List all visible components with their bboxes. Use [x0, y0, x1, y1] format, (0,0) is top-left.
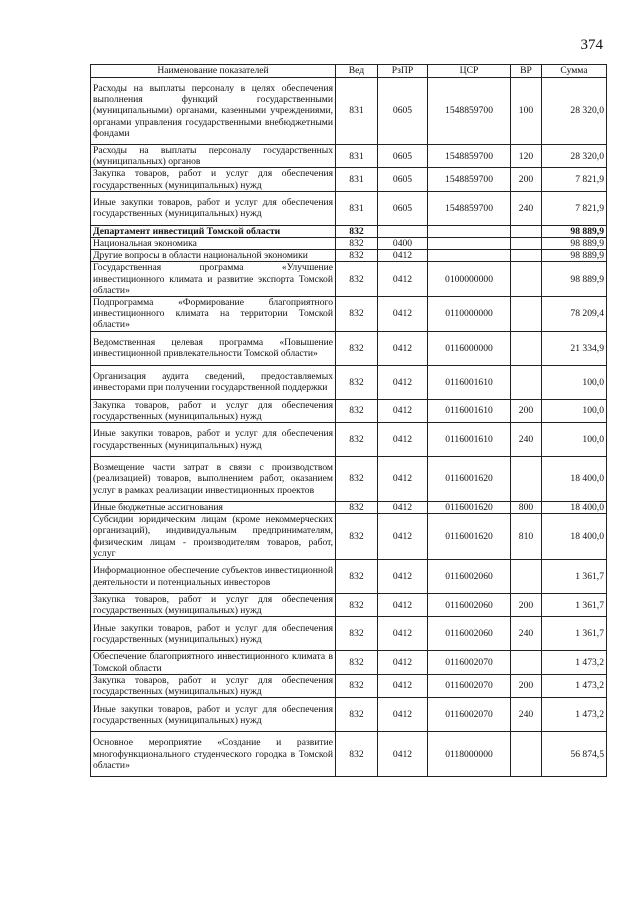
budget-table: [90, 64, 607, 777]
row-name: Организация аудита сведений, предоставляемых инвесторами при получении государственной поддержки: [91, 365, 336, 399]
row-name: Иные закупки товаров, работ и услуг для обеспечения государственных (муниципальных) нужд: [91, 617, 336, 651]
table-row: [91, 399, 607, 422]
row-csr: 1548859700: [428, 191, 511, 225]
row-ved: 832: [336, 514, 378, 560]
row-sum: 100,0: [542, 423, 607, 457]
row-csr: 0116001620: [428, 457, 511, 502]
row-name: Закупка товаров, работ и услуг для обеспечения государственных (муниципальных) нужд: [91, 594, 336, 617]
row-name: Национальная экономика: [91, 238, 336, 250]
table-row: [91, 225, 607, 237]
row-name: Иные закупки товаров, работ и услуг для обеспечения государственных (муниципальных) нужд: [91, 698, 336, 732]
row-rzpr: 0605: [378, 78, 428, 145]
row-vr: 200: [511, 674, 542, 697]
header-vr: ВР: [511, 65, 542, 78]
row-ved: 831: [336, 145, 378, 168]
table-row: [91, 297, 607, 332]
row-vr: [511, 225, 542, 237]
row-sum: 1 473,2: [542, 698, 607, 732]
table-row: [91, 617, 607, 651]
table-row: [91, 732, 607, 777]
row-csr: 0116001620: [428, 502, 511, 514]
row-ved: 832: [336, 594, 378, 617]
row-rzpr: 0412: [378, 514, 428, 560]
row-ved: 832: [336, 423, 378, 457]
row-csr: 0116002060: [428, 617, 511, 651]
row-vr: 240: [511, 191, 542, 225]
header-name: Наименование показателей: [91, 65, 336, 78]
row-vr: 240: [511, 617, 542, 651]
row-rzpr: 0412: [378, 732, 428, 777]
row-name: Основное мероприятие «Создание и развитие многофункционального студенческого городка в Томской области»: [91, 732, 336, 777]
row-rzpr: 0412: [378, 560, 428, 594]
row-rzpr: [378, 225, 428, 237]
row-vr: [511, 250, 542, 262]
row-vr: 240: [511, 423, 542, 457]
row-sum: 78 209,4: [542, 297, 607, 332]
table-row: [91, 698, 607, 732]
row-csr: 1548859700: [428, 145, 511, 168]
table-row: [91, 78, 607, 145]
row-name: Закупка товаров, работ и услуг для обеспечения государственных (муниципальных) нужд: [91, 168, 336, 191]
row-csr: 1548859700: [428, 78, 511, 145]
row-vr: 200: [511, 168, 542, 191]
table-row: [91, 514, 607, 560]
header-sum: Сумма: [542, 65, 607, 78]
row-name: Иные закупки товаров, работ и услуг для обеспечения государственных (муниципальных) нужд: [91, 191, 336, 225]
row-name: Закупка товаров, работ и услуг для обеспечения государственных (муниципальных) нужд: [91, 399, 336, 422]
row-vr: 800: [511, 502, 542, 514]
table-row: [91, 502, 607, 514]
table-row: [91, 423, 607, 457]
row-sum: 7 821,9: [542, 191, 607, 225]
row-ved: 832: [336, 457, 378, 502]
row-ved: 832: [336, 225, 378, 237]
row-rzpr: 0412: [378, 365, 428, 399]
row-csr: 0118000000: [428, 732, 511, 777]
row-ved: 832: [336, 297, 378, 332]
row-name: Иные закупки товаров, работ и услуг для обеспечения государственных (муниципальных) нужд: [91, 423, 336, 457]
row-csr: 0100000000: [428, 262, 511, 297]
row-ved: 831: [336, 191, 378, 225]
row-rzpr: 0412: [378, 594, 428, 617]
row-ved: 832: [336, 238, 378, 250]
row-sum: 100,0: [542, 399, 607, 422]
row-csr: 0116002070: [428, 698, 511, 732]
row-name: Расходы на выплаты персоналу государственных (муниципальных) органов: [91, 145, 336, 168]
row-rzpr: 0412: [378, 297, 428, 332]
row-rzpr: 0412: [378, 423, 428, 457]
table-row: [91, 238, 607, 250]
row-name: Департамент инвестиций Томской области: [91, 225, 336, 237]
row-csr: [428, 225, 511, 237]
row-name: Ведомственная целевая программа «Повышение инвестиционной привлекательности Томской области»: [91, 331, 336, 365]
table-row: [91, 674, 607, 697]
row-rzpr: 0400: [378, 238, 428, 250]
row-vr: 810: [511, 514, 542, 560]
table-row: [91, 594, 607, 617]
row-sum: 7 821,9: [542, 168, 607, 191]
row-ved: 832: [336, 732, 378, 777]
row-sum: 28 320,0: [542, 78, 607, 145]
row-vr: [511, 365, 542, 399]
row-ved: 832: [336, 262, 378, 297]
row-csr: 0116001620: [428, 514, 511, 560]
row-name: Закупка товаров, работ и услуг для обеспечения государственных (муниципальных) нужд: [91, 674, 336, 697]
row-sum: 1 361,7: [542, 560, 607, 594]
row-ved: 832: [336, 560, 378, 594]
header-csr: ЦСР: [428, 65, 511, 78]
row-vr: [511, 262, 542, 297]
row-sum: 18 400,0: [542, 502, 607, 514]
row-rzpr: 0605: [378, 145, 428, 168]
table-row: [91, 191, 607, 225]
row-vr: [511, 457, 542, 502]
row-vr: [511, 331, 542, 365]
row-name: Субсидии юридическим лицам (кроме некоммерческих организаций), индивидуальным предпринимателям, физическим лицам - производителям товаров, работ, услуг: [91, 514, 336, 560]
row-csr: 0116002070: [428, 674, 511, 697]
table-header-row: [91, 65, 607, 78]
row-csr: 1548859700: [428, 168, 511, 191]
row-name: Государственная программа «Улучшение инвестиционного климата и развитие экспорта Томской области»: [91, 262, 336, 297]
table-row: [91, 145, 607, 168]
row-sum: 100,0: [542, 365, 607, 399]
row-vr: 120: [511, 145, 542, 168]
row-ved: 832: [336, 250, 378, 262]
table-row: [91, 457, 607, 502]
row-rzpr: 0412: [378, 331, 428, 365]
row-name: Подпрограмма «Формирование благоприятного инвестиционного климата на территории Томской области»: [91, 297, 336, 332]
header-ved: Вед: [336, 65, 378, 78]
row-vr: 200: [511, 594, 542, 617]
row-ved: 832: [336, 399, 378, 422]
table-row: [91, 250, 607, 262]
row-csr: [428, 238, 511, 250]
row-rzpr: 0605: [378, 168, 428, 191]
row-vr: 100: [511, 78, 542, 145]
row-rzpr: 0412: [378, 617, 428, 651]
row-ved: 831: [336, 78, 378, 145]
row-name: Иные бюджетные ассигнования: [91, 502, 336, 514]
row-sum: 18 400,0: [542, 457, 607, 502]
row-csr: 0116002070: [428, 651, 511, 674]
row-rzpr: 0412: [378, 502, 428, 514]
row-rzpr: 0412: [378, 399, 428, 422]
row-sum: 18 400,0: [542, 514, 607, 560]
row-ved: 832: [336, 674, 378, 697]
table-row: [91, 365, 607, 399]
row-sum: 98 889,9: [542, 238, 607, 250]
row-name: Другие вопросы в области национальной экономики: [91, 250, 336, 262]
row-name: Обеспечение благоприятного инвестиционного климата в Томской области: [91, 651, 336, 674]
row-sum: 1 473,2: [542, 674, 607, 697]
header-rzpr: РзПР: [378, 65, 428, 78]
row-rzpr: 0412: [378, 651, 428, 674]
row-rzpr: 0605: [378, 191, 428, 225]
row-sum: 21 334,9: [542, 331, 607, 365]
row-vr: [511, 238, 542, 250]
row-sum: 56 874,5: [542, 732, 607, 777]
row-rzpr: 0412: [378, 262, 428, 297]
table-row: [91, 168, 607, 191]
row-ved: 832: [336, 331, 378, 365]
row-sum: 28 320,0: [542, 145, 607, 168]
row-sum: 98 889,9: [542, 250, 607, 262]
row-sum: 1 361,7: [542, 594, 607, 617]
row-sum: 1 473,2: [542, 651, 607, 674]
row-rzpr: 0412: [378, 674, 428, 697]
row-name: Расходы на выплаты персоналу в целях обеспечения выполнения функций государственными (муниципальными) органами, казенными учреждениями, органами управления государственными внебюджетными фондами: [91, 78, 336, 145]
row-rzpr: 0412: [378, 457, 428, 502]
row-csr: 0116002060: [428, 560, 511, 594]
row-ved: 831: [336, 168, 378, 191]
row-ved: 832: [336, 617, 378, 651]
row-vr: [511, 732, 542, 777]
table-row: [91, 331, 607, 365]
row-vr: 200: [511, 399, 542, 422]
row-csr: 0110000000: [428, 297, 511, 332]
row-sum: 98 889,9: [542, 262, 607, 297]
row-csr: 0116001610: [428, 365, 511, 399]
row-ved: 832: [336, 365, 378, 399]
table-row: [91, 651, 607, 674]
row-csr: [428, 250, 511, 262]
row-vr: 240: [511, 698, 542, 732]
row-name: Информационное обеспечение субъектов инвестиционной деятельности и потенциальных инвесторов: [91, 560, 336, 594]
page-number: 374: [580, 37, 603, 53]
row-vr: [511, 651, 542, 674]
row-ved: 832: [336, 651, 378, 674]
row-name: Возмещение части затрат в связи с производством (реализацией) товаров, выполнением работ, оказанием услуг в рамках реализации инвестиционных проектов: [91, 457, 336, 502]
row-csr: 0116001610: [428, 423, 511, 457]
row-csr: 0116002060: [428, 594, 511, 617]
row-ved: 832: [336, 502, 378, 514]
table-row: [91, 262, 607, 297]
row-vr: [511, 297, 542, 332]
table-row: [91, 560, 607, 594]
row-rzpr: 0412: [378, 698, 428, 732]
row-ved: 832: [336, 698, 378, 732]
row-sum: 1 361,7: [542, 617, 607, 651]
row-vr: [511, 560, 542, 594]
row-csr: 0116001610: [428, 399, 511, 422]
row-csr: 0116000000: [428, 331, 511, 365]
row-sum: 98 889,9: [542, 225, 607, 237]
row-rzpr: 0412: [378, 250, 428, 262]
